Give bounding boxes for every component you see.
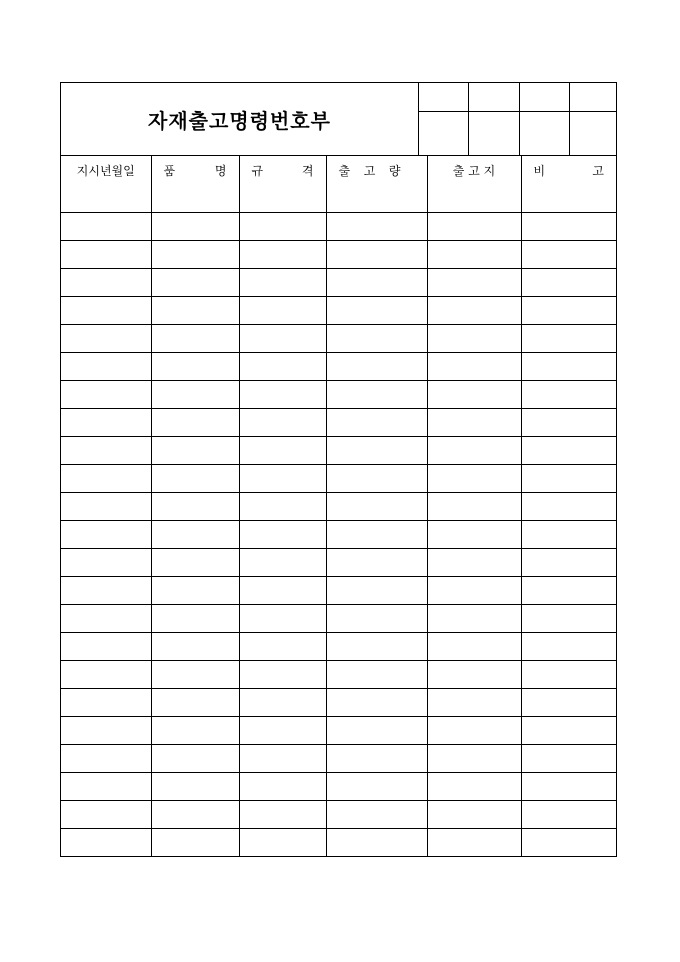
col-header-note	[521, 156, 616, 184]
cell-item[interactable]	[151, 576, 239, 604]
table-row	[61, 520, 616, 548]
cell-date[interactable]	[61, 744, 151, 772]
title-block	[61, 83, 616, 156]
cell-note[interactable]	[521, 604, 616, 632]
approval-box[interactable]	[419, 83, 469, 112]
cell-note[interactable]	[521, 828, 616, 856]
table-row	[61, 268, 616, 296]
cell-note[interactable]	[521, 464, 616, 492]
cell-date[interactable]	[61, 828, 151, 856]
table-row	[61, 632, 616, 660]
cell-dest[interactable]	[427, 576, 521, 604]
cell-qty[interactable]	[326, 184, 427, 212]
cell-spec[interactable]	[239, 828, 326, 856]
cell-qty[interactable]	[326, 212, 427, 240]
cell-item[interactable]	[151, 660, 239, 688]
col-header-spec-part: 격	[301, 163, 314, 178]
cell-note[interactable]	[521, 240, 616, 268]
cell-note[interactable]	[521, 268, 616, 296]
approval-box[interactable]	[419, 112, 469, 155]
cell-item[interactable]	[151, 464, 239, 492]
cell-item[interactable]	[151, 296, 239, 324]
cell-date[interactable]	[61, 240, 151, 268]
col-header-dest	[427, 156, 521, 184]
table-row	[61, 380, 616, 408]
cell-qty[interactable]	[326, 408, 427, 436]
table-row	[61, 324, 616, 352]
cell-note[interactable]	[521, 184, 616, 212]
cell-note[interactable]	[521, 688, 616, 716]
cell-dest[interactable]	[427, 520, 521, 548]
cell-dest[interactable]	[427, 828, 521, 856]
col-header-date	[61, 156, 151, 184]
cell-dest[interactable]	[427, 324, 521, 352]
cell-item[interactable]	[151, 268, 239, 296]
col-header-item-part: 품	[163, 163, 176, 178]
cell-qty[interactable]	[326, 744, 427, 772]
cell-qty[interactable]	[326, 324, 427, 352]
cell-dest[interactable]	[427, 688, 521, 716]
cell-date[interactable]	[61, 576, 151, 604]
cell-item[interactable]	[151, 800, 239, 828]
cell-dest[interactable]	[427, 296, 521, 324]
approval-box[interactable]	[570, 112, 616, 155]
col-header-spec-part: 규	[251, 163, 264, 178]
cell-qty[interactable]	[326, 492, 427, 520]
cell-item[interactable]	[151, 548, 239, 576]
cell-spec[interactable]	[239, 380, 326, 408]
cell-item[interactable]	[151, 604, 239, 632]
cell-dest[interactable]	[427, 632, 521, 660]
cell-qty[interactable]	[326, 548, 427, 576]
cell-item[interactable]	[151, 772, 239, 800]
cell-note[interactable]	[521, 380, 616, 408]
cell-item[interactable]	[151, 492, 239, 520]
cell-date[interactable]	[61, 548, 151, 576]
cell-dest[interactable]	[427, 492, 521, 520]
cell-note[interactable]	[521, 296, 616, 324]
cell-date[interactable]	[61, 688, 151, 716]
table-row	[61, 184, 616, 212]
cell-date[interactable]	[61, 520, 151, 548]
cell-note[interactable]	[521, 632, 616, 660]
cell-spec[interactable]	[239, 436, 326, 464]
cell-item[interactable]	[151, 632, 239, 660]
cell-dest[interactable]	[427, 268, 521, 296]
approval-box[interactable]	[520, 112, 570, 155]
cell-dest[interactable]	[427, 380, 521, 408]
cell-dest[interactable]	[427, 548, 521, 576]
cell-dest[interactable]	[427, 240, 521, 268]
cell-dest[interactable]	[427, 184, 521, 212]
cell-item[interactable]	[151, 688, 239, 716]
cell-date[interactable]	[61, 716, 151, 744]
table-row	[61, 772, 616, 800]
col-header-spec	[239, 156, 326, 184]
table-row	[61, 716, 616, 744]
cell-date[interactable]	[61, 604, 151, 632]
cell-date[interactable]	[61, 492, 151, 520]
cell-note[interactable]	[521, 324, 616, 352]
cell-item[interactable]	[151, 408, 239, 436]
cell-dest[interactable]	[427, 660, 521, 688]
cell-qty[interactable]	[326, 268, 427, 296]
cell-spec[interactable]	[239, 296, 326, 324]
cell-note[interactable]	[521, 772, 616, 800]
col-header-dest-label: 출 고 지	[452, 163, 496, 178]
table-row	[61, 800, 616, 828]
cell-spec[interactable]	[239, 660, 326, 688]
cell-item[interactable]	[151, 828, 239, 856]
cell-note[interactable]	[521, 800, 616, 828]
cell-date[interactable]	[61, 772, 151, 800]
cell-qty[interactable]	[326, 716, 427, 744]
cell-spec[interactable]	[239, 632, 326, 660]
cell-item[interactable]	[151, 352, 239, 380]
col-header-note-part: 비	[533, 163, 546, 178]
cell-item[interactable]	[151, 520, 239, 548]
cell-spec[interactable]	[239, 744, 326, 772]
cell-spec[interactable]	[239, 408, 326, 436]
table-row	[61, 408, 616, 436]
table-row	[61, 352, 616, 380]
cell-qty[interactable]	[326, 688, 427, 716]
cell-date[interactable]	[61, 800, 151, 828]
cell-note[interactable]	[521, 660, 616, 688]
cell-spec[interactable]	[239, 800, 326, 828]
cell-item[interactable]	[151, 436, 239, 464]
table-row	[61, 604, 616, 632]
cell-qty[interactable]	[326, 296, 427, 324]
cell-date[interactable]	[61, 296, 151, 324]
cell-dest[interactable]	[427, 408, 521, 436]
approval-box[interactable]	[469, 83, 520, 112]
cell-dest[interactable]	[427, 716, 521, 744]
header-row	[61, 156, 616, 184]
cell-note[interactable]	[521, 408, 616, 436]
cell-spec[interactable]	[239, 576, 326, 604]
ledger-body	[61, 184, 616, 856]
cell-item[interactable]	[151, 240, 239, 268]
approval-box[interactable]	[520, 83, 570, 112]
cell-dest[interactable]	[427, 744, 521, 772]
cell-qty[interactable]	[326, 436, 427, 464]
cell-spec[interactable]	[239, 716, 326, 744]
table-row	[61, 548, 616, 576]
col-header-item	[151, 156, 239, 184]
cell-spec[interactable]	[239, 688, 326, 716]
approval-grid	[419, 83, 616, 155]
table-row	[61, 464, 616, 492]
cell-note[interactable]	[521, 744, 616, 772]
cell-dest[interactable]	[427, 464, 521, 492]
cell-spec[interactable]	[239, 772, 326, 800]
cell-note[interactable]	[521, 352, 616, 380]
col-header-qty-part: 고	[363, 163, 376, 178]
page-title: 자재출고명령번호부	[148, 108, 331, 133]
col-header-date-label: 지시년월일	[76, 163, 135, 178]
ledger-sheet	[60, 82, 617, 857]
cell-date[interactable]	[61, 408, 151, 436]
title-cell	[61, 83, 419, 155]
col-header-qty-part: 출	[338, 163, 351, 178]
cell-spec[interactable]	[239, 464, 326, 492]
cell-date[interactable]	[61, 436, 151, 464]
cell-spec[interactable]	[239, 604, 326, 632]
cell-date[interactable]	[61, 380, 151, 408]
cell-spec[interactable]	[239, 352, 326, 380]
cell-dest[interactable]	[427, 604, 521, 632]
cell-item[interactable]	[151, 212, 239, 240]
cell-item[interactable]	[151, 184, 239, 212]
cell-dest[interactable]	[427, 800, 521, 828]
cell-qty[interactable]	[326, 604, 427, 632]
ledger-table	[61, 156, 616, 856]
cell-qty[interactable]	[326, 828, 427, 856]
table-row	[61, 660, 616, 688]
cell-qty[interactable]	[326, 240, 427, 268]
table-row	[61, 744, 616, 772]
cell-note[interactable]	[521, 212, 616, 240]
cell-note[interactable]	[521, 436, 616, 464]
table-row	[61, 492, 616, 520]
cell-spec[interactable]	[239, 324, 326, 352]
cell-qty[interactable]	[326, 772, 427, 800]
cell-spec[interactable]	[239, 184, 326, 212]
col-header-note-part: 고	[592, 163, 604, 178]
cell-dest[interactable]	[427, 436, 521, 464]
cell-item[interactable]	[151, 380, 239, 408]
cell-note[interactable]	[521, 716, 616, 744]
cell-note[interactable]	[521, 548, 616, 576]
col-header-qty	[326, 156, 427, 184]
table-row	[61, 576, 616, 604]
cell-note[interactable]	[521, 576, 616, 604]
cell-qty[interactable]	[326, 520, 427, 548]
table-row	[61, 436, 616, 464]
cell-qty[interactable]	[326, 660, 427, 688]
cell-dest[interactable]	[427, 212, 521, 240]
cell-qty[interactable]	[326, 576, 427, 604]
cell-date[interactable]	[61, 212, 151, 240]
approval-box[interactable]	[469, 112, 520, 155]
cell-spec[interactable]	[239, 492, 326, 520]
cell-qty[interactable]	[326, 464, 427, 492]
cell-dest[interactable]	[427, 772, 521, 800]
cell-date[interactable]	[61, 184, 151, 212]
col-header-qty-part: 량	[388, 163, 401, 178]
cell-dest[interactable]	[427, 352, 521, 380]
cell-date[interactable]	[61, 660, 151, 688]
cell-qty[interactable]	[326, 380, 427, 408]
approval-box[interactable]	[570, 83, 616, 112]
cell-note[interactable]	[521, 520, 616, 548]
table-row	[61, 828, 616, 856]
cell-spec[interactable]	[239, 548, 326, 576]
cell-qty[interactable]	[326, 632, 427, 660]
col-header-item-part: 명	[214, 163, 227, 178]
cell-item[interactable]	[151, 716, 239, 744]
cell-spec[interactable]	[239, 520, 326, 548]
table-row	[61, 240, 616, 268]
cell-date[interactable]	[61, 632, 151, 660]
cell-item[interactable]	[151, 744, 239, 772]
cell-spec[interactable]	[239, 268, 326, 296]
cell-spec[interactable]	[239, 212, 326, 240]
table-row	[61, 296, 616, 324]
cell-date[interactable]	[61, 352, 151, 380]
cell-date[interactable]	[61, 464, 151, 492]
cell-qty[interactable]	[326, 800, 427, 828]
table-row	[61, 212, 616, 240]
table-row	[61, 688, 616, 716]
cell-note[interactable]	[521, 492, 616, 520]
cell-item[interactable]	[151, 324, 239, 352]
cell-spec[interactable]	[239, 240, 326, 268]
cell-date[interactable]	[61, 268, 151, 296]
cell-date[interactable]	[61, 324, 151, 352]
cell-qty[interactable]	[326, 352, 427, 380]
